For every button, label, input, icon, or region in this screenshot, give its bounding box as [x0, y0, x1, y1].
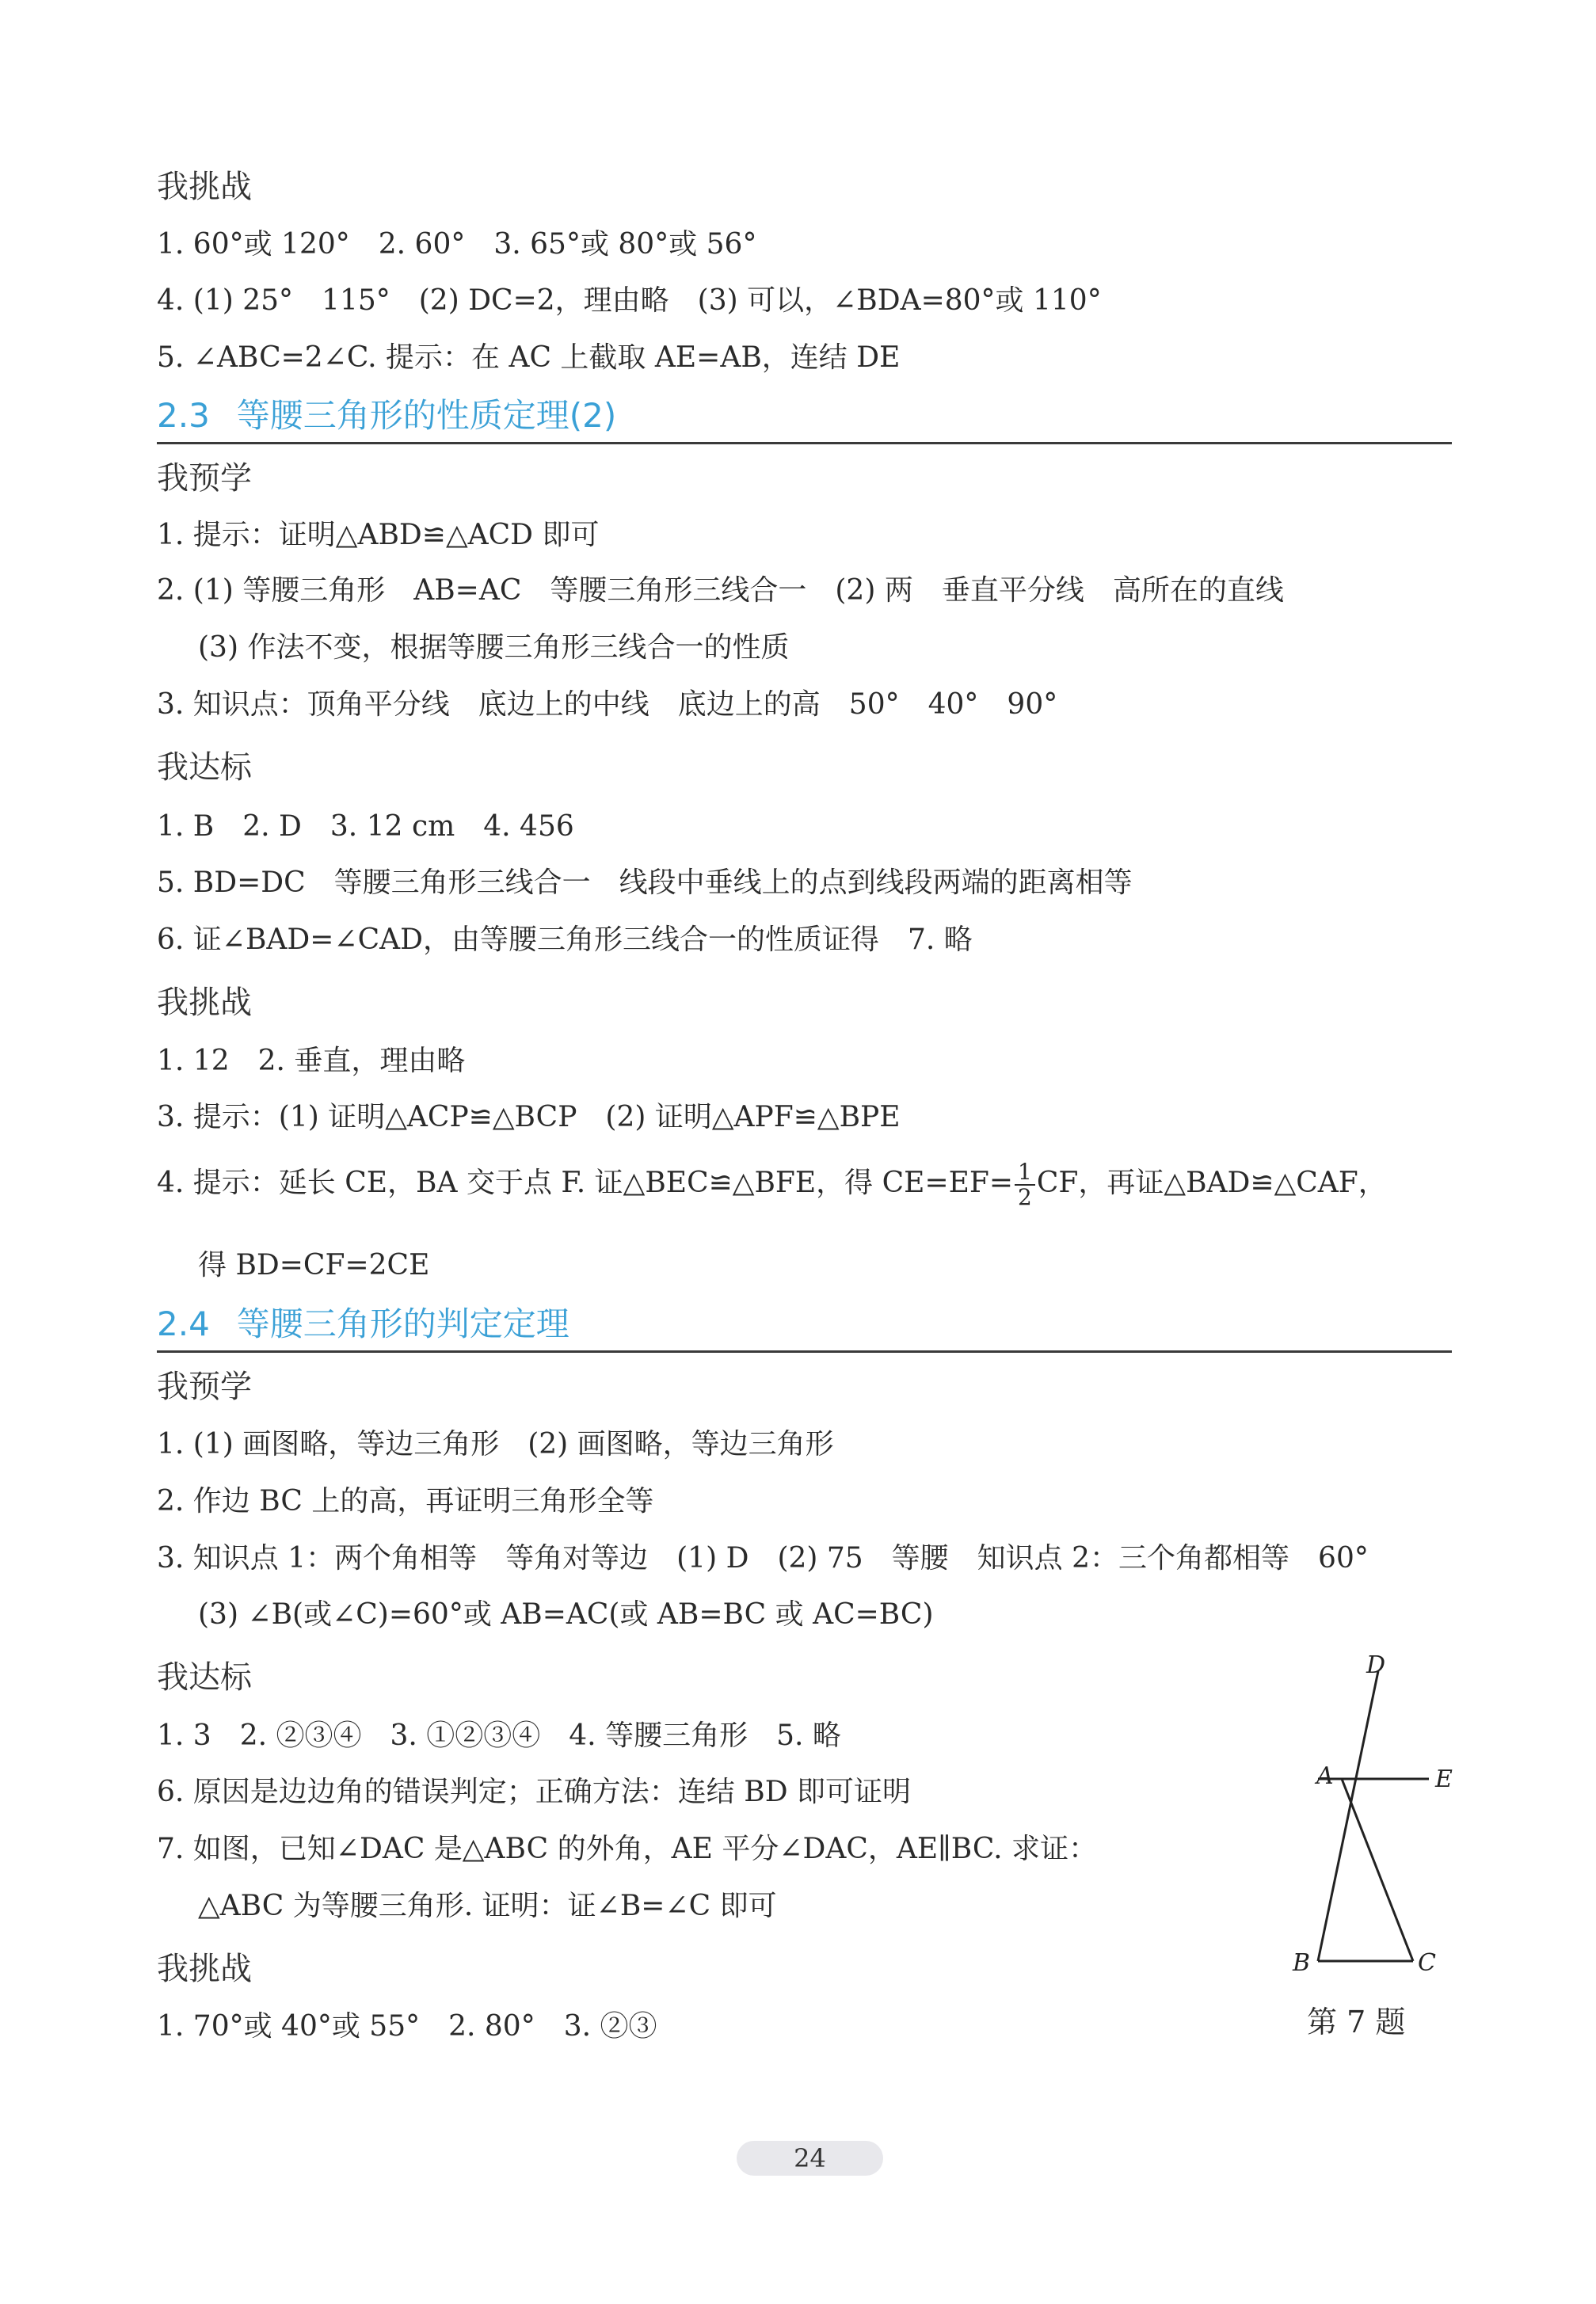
fraction-numerator: 1: [1015, 1160, 1035, 1186]
figure-caption: 第 7 题: [1307, 2005, 1406, 2039]
label-d: D: [1366, 1655, 1386, 1679]
challenge-heading: 我挑战: [157, 984, 252, 1021]
label-c: C: [1418, 1949, 1436, 1977]
answer-line: 1. 70°或 40°或 55° 2. 80° 3. ②③: [157, 2010, 657, 2043]
answer-line: 7. 如图，已知∠DAC 是△ABC 的外角，AE 平分∠DAC，AE∥BC. 求证：: [157, 1833, 1098, 1865]
answer-line: 3. 提示：(1) 证明△ACP≌△BCP (2) 证明△APF≌△BPE: [157, 1101, 901, 1133]
section-title: 等腰三角形的性质定理(2): [236, 396, 617, 435]
answer-line: 1. 12 2. 垂直，理由略: [157, 1045, 466, 1077]
section-header-2-3: [157, 394, 1452, 444]
answer-line: 5. ∠ABC=2∠C. 提示：在 AC 上截取 AE=AB，连结 DE: [157, 341, 901, 374]
answer-line: (3) ∠B(或∠C)=60°或 AB=AC(或 AB=BC 或 AC=BC): [198, 1598, 934, 1631]
section-title: 等腰三角形的判定定理: [236, 1304, 569, 1343]
standard-heading: 我达标: [157, 749, 252, 786]
segment-ac: [1342, 1779, 1413, 1961]
section-header-2-4: [157, 1303, 1452, 1353]
answer-line: 1. (1) 画图略，等边三角形 (2) 画图略，等边三角形: [157, 1428, 834, 1460]
answer-text: CF，再证△BAD≌△CAF，: [1036, 1167, 1387, 1199]
label-a: A: [1316, 1762, 1334, 1790]
answer-line: △ABC 为等腰三角形. 证明：证∠B=∠C 即可: [198, 1890, 777, 1922]
page-number: 24: [737, 2141, 883, 2176]
fraction-denominator: 2: [1018, 1184, 1032, 1210]
answer-line: 1. 提示：证明△ABD≌△ACD 即可: [157, 519, 600, 551]
challenge-heading: 我挑战: [157, 169, 252, 205]
answer-line: 3. 知识点 1：两个角相等 等角对等边 (1) D (2) 75 等腰 知识点 2：三个角都相等 60°: [157, 1542, 1369, 1575]
answer-line-with-fraction: [157, 1160, 1387, 1209]
section-number: 2.3: [157, 396, 210, 435]
answer-line: 5. BD=DC 等腰三角形三线合一 线段中垂线上的点到线段两端的距离相等: [157, 866, 1133, 899]
answer-line: 2. 作边 BC 上的高，再证明三角形全等: [157, 1485, 654, 1518]
answer-line: (3) 作法不变，根据等腰三角形三线合一的性质: [198, 631, 790, 664]
answer-line: 1. 60°或 120° 2. 60° 3. 65°或 80°或 56°: [157, 228, 757, 261]
preview-heading: 我预学: [157, 1369, 252, 1405]
answer-line: 得 BD=CF=2CE: [198, 1249, 430, 1281]
answer-line: 6. 原因是边边角的错误判定；正确方法：连结 BD 即可证明: [157, 1776, 911, 1808]
answer-text: 4. 提示：延长 CE，BA 交于点 F. 证△BEC≌△BFE，得 CE=EF=: [157, 1167, 1014, 1199]
answer-line: 1. 3 2. ②③④ 3. ①②③④ 4. 等腰三角形 5. 略: [157, 1719, 841, 1752]
segment-da: [1318, 1671, 1378, 1961]
answer-line: 6. 证∠BAD=∠CAD，由等腰三角形三线合一的性质证得 7. 略: [157, 924, 973, 956]
answer-line: 3. 知识点：顶角平分线 底边上的中线 底边上的高 50° 40° 90°: [157, 688, 1058, 721]
challenge-heading: 我挑战: [157, 1951, 252, 1987]
preview-heading: 我预学: [157, 460, 252, 497]
answer-line: 4. (1) 25° 115° (2) DC=2，理由略 (3) 可以，∠BDA=80°或 110°: [157, 284, 1102, 317]
label-e: E: [1435, 1765, 1453, 1793]
fraction: [1015, 1160, 1035, 1209]
answer-line: 2. (1) 等腰三角形 AB=AC 等腰三角形三线合一 (2) 两 垂直平分线 高所在的直线: [157, 574, 1284, 607]
label-b: B: [1293, 1949, 1311, 1977]
standard-heading: 我达标: [157, 1659, 252, 1696]
answer-line: 1. B 2. D 3. 12 cm 4. 456: [157, 810, 574, 843]
section-number: 2.4: [157, 1304, 210, 1343]
